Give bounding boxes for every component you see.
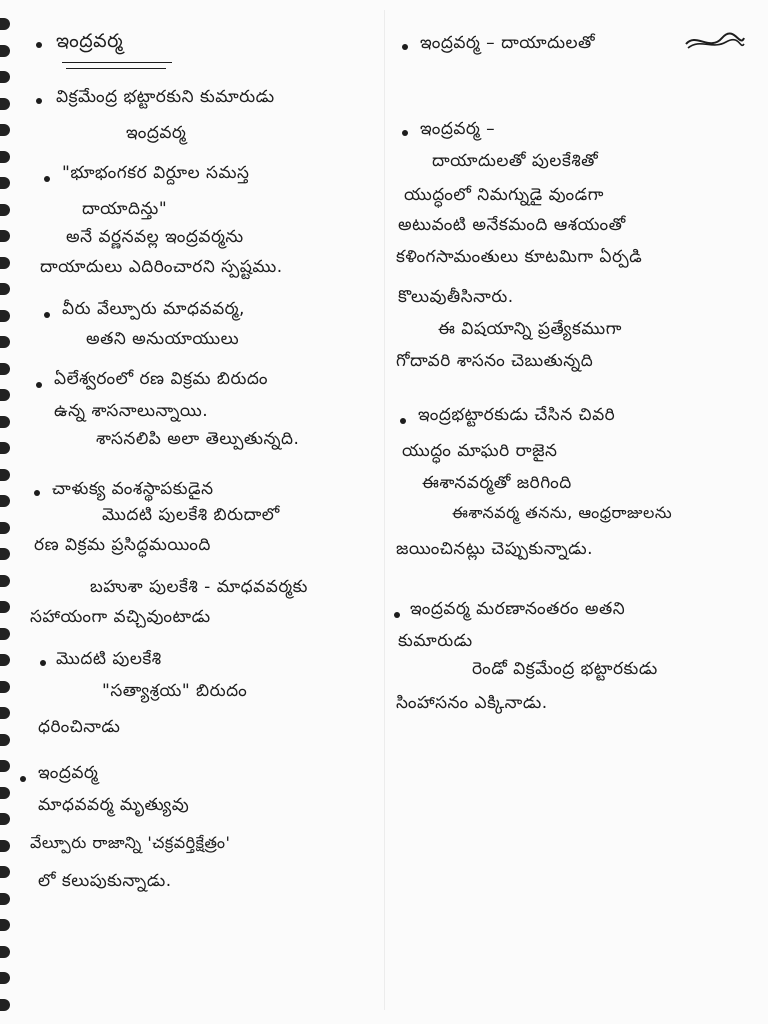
bullet-dot [34,490,40,496]
right-line: జయించినట్లు చెప్పుకున్నాడు. [396,539,593,559]
bullet-dot [402,44,408,50]
binding-hole [0,813,10,825]
right-line: యుద్ధం మాఘరి రాజైన [402,441,558,461]
binding-hole [0,363,10,375]
left-line: ఇంద్రవర్మ [38,763,99,783]
right-heading: ఇంద్రవర్మ – దాయాదులతో [420,33,596,53]
spiral-binding [0,18,14,1018]
bullet-dot [36,382,42,388]
column-divider [384,10,385,1010]
right-line: ఈశానవర్మ తనను, ఆంధ్రరాజులను [452,503,673,522]
bullet-dot [36,42,42,48]
binding-hole [0,575,10,587]
bullet-dot [20,776,26,782]
binding-hole [0,257,10,269]
right-line: దాయాదులతో పులకేశితో [432,151,599,171]
binding-hole [0,310,10,322]
binding-hole [0,628,10,640]
heading-underline-2 [66,68,166,69]
binding-hole [0,389,10,401]
binding-hole [0,522,10,534]
left-line: "సత్యాశ్రయ" బిరుదం [102,681,248,701]
right-line: కుమారుడు [398,631,473,651]
left-line: చాళుక్య వంశస్థాపకుడైన [52,479,214,499]
bullet-dot [402,130,408,136]
right-line: ఇంద్రవర్మ – [420,119,496,139]
binding-hole [0,893,10,905]
bullet-dot [400,418,406,424]
binding-hole [0,204,10,216]
left-line: ఏలేశ్వరంలో రణ విక్రమ బిరుదం [54,369,269,389]
left-line: శాసనలిపి అలా తెల్పుతున్నది. [96,429,300,449]
binding-hole [0,98,10,110]
left-heading: ఇంద్రవర్మ [56,30,124,52]
left-column [26,0,378,1024]
left-line: విక్రమేంద్ర భట్టారకుని కుమారుడు [56,87,275,107]
bullet-dot [40,660,46,666]
heading-underline [62,62,172,63]
binding-hole [0,601,10,613]
binding-hole [0,151,10,163]
left-line: వేల్పూరు రాజాన్ని 'చక్రవర్తిక్షేత్రం' [30,833,231,852]
binding-hole [0,45,10,57]
binding-hole [0,760,10,772]
left-line: అనే వర్ణనవల్ల ఇంద్రవర్మను [66,227,244,247]
right-line: యుద్ధంలో నిమగ్నుడై వుండగా [404,185,604,205]
binding-hole [0,946,10,958]
right-line: అటువంటి అనేకమంది ఆశయంతో [398,215,626,235]
binding-hole [0,230,10,242]
binding-hole [0,999,10,1011]
bullet-dot [394,612,400,618]
binding-hole [0,840,10,852]
left-line: ఉన్న శాసనాలున్నాయి. [54,401,209,421]
left-line: ధరించినాడు [38,717,121,737]
left-line: అతని అనుయాయులు [86,329,240,349]
binding-hole [0,336,10,348]
binding-hole [0,177,10,189]
binding-hole [0,734,10,746]
right-line: గోదావరి శాసనం చెబుతున్నది [396,351,594,371]
left-line: మొదటి పులకేశి [56,649,162,669]
right-line: రెండో విక్రమేంద్ర భట్టారకుడు [472,659,658,679]
right-line: కళింగసామంతులు కూటమిగా ఏర్పడి [396,247,643,267]
left-line: వీరు వేల్పూరు మాధవవర్మ, [62,299,245,319]
left-line: దాయాదులు ఎదిరించారని స్పష్టము. [40,257,283,277]
right-line: ఇంద్రభట్టారకుడు చేసిన చివరి [418,405,616,425]
binding-hole [0,654,10,666]
right-line: ఈ విషయాన్ని ప్రత్యేకముగా [438,319,622,339]
binding-hole [0,972,10,984]
binding-hole [0,681,10,693]
right-line: ఈశానవర్మతో జరిగింది [422,473,572,493]
binding-hole [0,548,10,560]
right-column [392,0,760,1024]
right-line: సింహాసనం ఎక్కినాడు. [396,693,548,713]
binding-hole [0,469,10,481]
binding-hole [0,283,10,295]
left-line: లో కలుపుకున్నాడు. [38,871,172,891]
right-line: ఇంద్రవర్మ మరణానంతరం అతని [410,599,626,619]
binding-hole [0,495,10,507]
binding-hole [0,71,10,83]
left-line: దాయాదిన్తు" [82,199,168,219]
binding-hole [0,707,10,719]
scribble-icon [682,30,748,54]
binding-hole [0,919,10,931]
binding-hole [0,442,10,454]
right-line: కొలువుతీసినారు. [398,287,514,307]
binding-hole [0,124,10,136]
left-line: బహుశా పులకేశి - మాధవవర్మకు [90,577,308,597]
left-line: "భూభంగకర విర్దూల సమస్త [62,163,250,183]
left-line: మొదటి పులకేశి బిరుదాలో [102,505,280,525]
binding-hole [0,416,10,428]
left-line: మాధవవర్మ మృత్యువు [38,795,190,815]
left-line: రణ విక్రమ ప్రసిద్ధమయింది [34,535,211,555]
binding-hole [0,18,10,30]
bullet-dot [44,312,50,318]
bullet-dot [36,98,42,104]
binding-hole [0,866,10,878]
bullet-dot [44,176,50,182]
binding-hole [0,787,10,799]
left-line: ఇంద్రవర్మ [126,123,187,143]
left-line: సహాయంగా వచ్చివుంటాడు [30,607,211,627]
